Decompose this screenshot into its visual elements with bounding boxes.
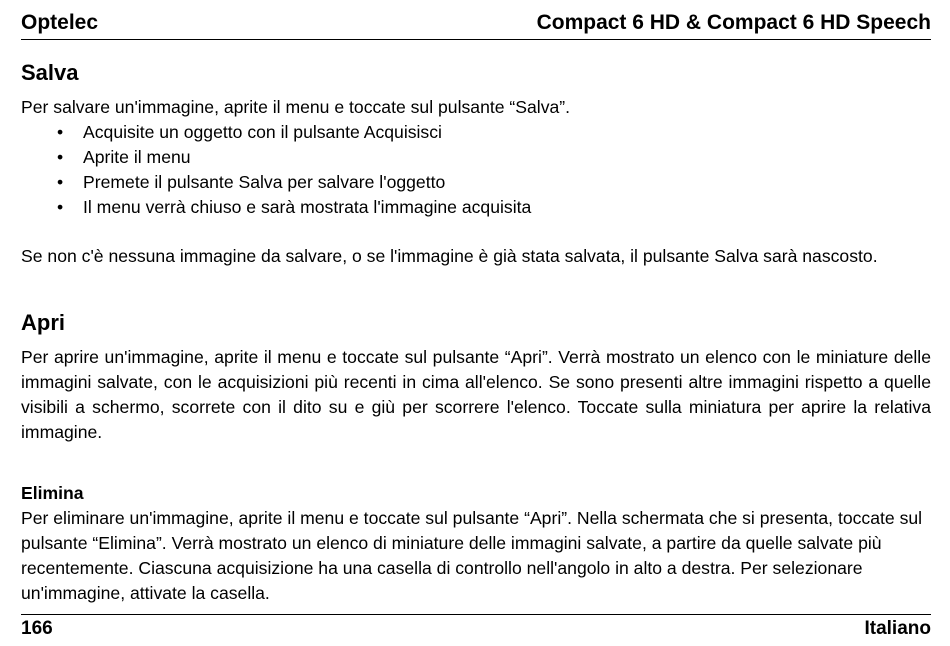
header-product: Compact 6 HD & Compact 6 HD Speech bbox=[536, 11, 931, 34]
salva-bullet-list bbox=[21, 120, 531, 220]
elimina-body: Per eliminare un'immagine, aprite il menu e toccate sul pulsante “Apri”. Nella schermata che si presenta, toccate sul pulsante “Elimina”. Verrà mostrato un elenco di miniature delle immagini salvate, a partire da quelle salvate più recentemente. Ciascuna acquisizione ha una casella di controllo nell'angolo in alto a destra. Per selezionare un'immagine, attivate la casella. bbox=[21, 508, 923, 603]
list-item: • Premete il pulsante Salva per salvare l'oggetto bbox=[21, 170, 531, 195]
footer-language: Italiano bbox=[864, 618, 931, 639]
bullet-icon: • bbox=[57, 122, 64, 142]
bullet-icon: • bbox=[57, 172, 64, 192]
section-heading-salva: Salva bbox=[21, 60, 79, 85]
bullet-icon: • bbox=[57, 147, 64, 167]
apri-body: Per aprire un'immagine, aprite il menu e toccate sul pulsante “Apri”. Verrà mostrato un elenco con le miniature delle immagini salvate, con le acquisizioni più recenti in cima all'elenco. Se sono presenti altre immagini rispetto a quelle visibili a schermo, scorrete con il dito su e giù per scorrere l'elenco. Toccate sulla miniatura per aprire la relativa immagine. bbox=[21, 347, 931, 442]
list-item: • Il menu verrà chiuso e sarà mostrata l'immagine acquisita bbox=[21, 195, 531, 220]
list-item: • Aprite il menu bbox=[21, 145, 531, 170]
document-page bbox=[21, 0, 931, 646]
page-footer bbox=[21, 614, 931, 645]
salva-intro: Per salvare un'immagine, aprite il menu e toccate sul pulsante “Salva”. bbox=[21, 97, 571, 117]
header-brand: Optelec bbox=[21, 11, 99, 34]
page-header bbox=[21, 9, 931, 40]
subsection-heading-elimina: Elimina bbox=[21, 483, 84, 503]
bullet-icon: • bbox=[57, 197, 64, 217]
salva-note: Se non c'è nessuna immagine da salvare, o se l'immagine è già stata salvata, il pulsante Salva sarà nascosto. bbox=[21, 246, 878, 266]
section-heading-apri: Apri bbox=[21, 310, 65, 335]
page-number: 166 bbox=[21, 618, 53, 639]
list-item: • Acquisite un oggetto con il pulsante Acquisisci bbox=[21, 120, 531, 145]
